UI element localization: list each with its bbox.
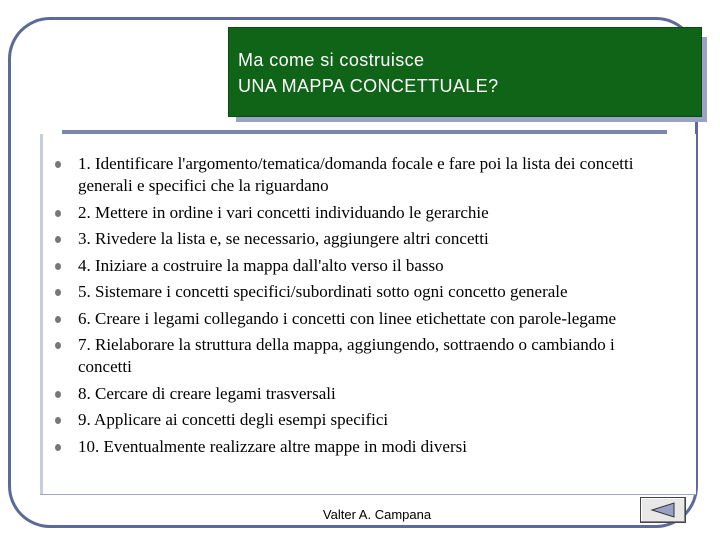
bullet-icon bbox=[55, 236, 61, 243]
list-item bbox=[50, 436, 670, 458]
list-item bbox=[50, 383, 670, 405]
bullet-icon bbox=[55, 417, 61, 424]
bullet-icon bbox=[55, 289, 61, 296]
step-text: 3. Rivedere la lista e, se necessario, aggiungere altri concetti bbox=[78, 229, 489, 248]
title-line-2: UNA MAPPA CONCETTUALE? bbox=[238, 76, 499, 96]
list-item bbox=[50, 308, 670, 330]
author-footer: Valter A. Campana bbox=[322, 507, 432, 522]
bullet-icon bbox=[55, 342, 61, 349]
list-item bbox=[50, 255, 670, 277]
content-left-rule bbox=[40, 134, 43, 494]
step-text: 4. Iniziare a costruire la mappa dall'alto verso il basso bbox=[78, 255, 444, 275]
list-item bbox=[50, 409, 670, 431]
bullet-icon bbox=[55, 316, 61, 323]
step-text: 10. Eventualmente realizzare altre mappe in modi diversi bbox=[78, 436, 467, 456]
bullet-icon bbox=[55, 210, 61, 217]
list-item bbox=[50, 281, 670, 303]
list-item bbox=[50, 202, 670, 224]
step-text: 2. Mettere in ordine i vari concetti individuando le gerarchie bbox=[78, 202, 489, 222]
title-box bbox=[228, 27, 702, 117]
bullet-icon bbox=[55, 161, 61, 168]
bullet-icon bbox=[55, 391, 61, 398]
step-text: 7. Rielaborare la struttura della mappa, aggiungendo, sottraendo o cambiando i concetti bbox=[78, 335, 615, 376]
bullet-icon bbox=[55, 263, 61, 270]
back-arrow-icon bbox=[650, 502, 676, 518]
list-item bbox=[50, 334, 670, 378]
title-line-1: Ma come si costruisce bbox=[238, 50, 425, 70]
list-item bbox=[50, 228, 670, 250]
title-divider bbox=[62, 130, 667, 134]
step-text: 9. Applicare ai concetti degli esempi specifici bbox=[78, 410, 389, 429]
back-button[interactable] bbox=[640, 497, 686, 523]
bullet-icon bbox=[55, 444, 61, 451]
steps-list bbox=[50, 153, 670, 462]
list-item bbox=[50, 153, 670, 197]
step-text: 8. Cercare di creare legami trasversali bbox=[78, 383, 336, 403]
step-text: 6. Creare i legami collegando i concetti con linee etichettate con parole-legame bbox=[78, 308, 617, 328]
step-text: 1. Identificare l'argomento/tematica/domanda focale e fare poi la lista dei concetti generali e specifici che la riguardano bbox=[78, 154, 634, 195]
step-text: 5. Sistemare i concetti specifici/subordinati sotto ogni concetto generale bbox=[78, 282, 568, 301]
